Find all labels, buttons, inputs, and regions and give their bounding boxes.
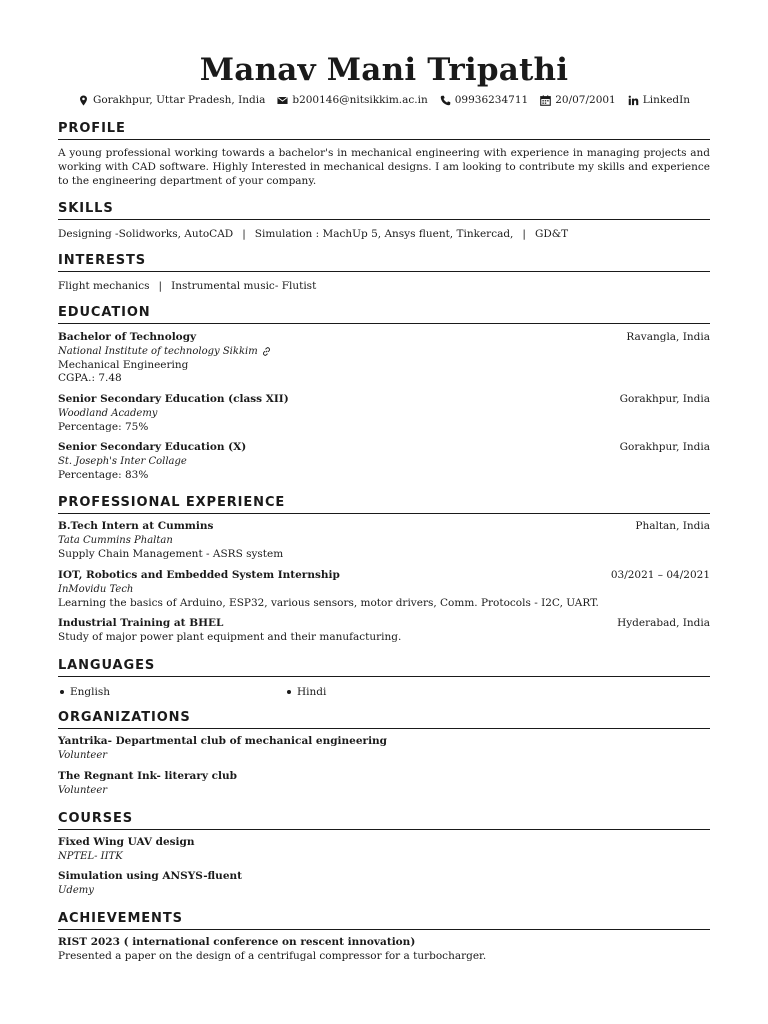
phone-icon <box>440 95 451 106</box>
institution-name: National Institute of technology Sikkim <box>58 345 258 357</box>
candidate-name: Manav Mani Tripathi <box>199 52 569 88</box>
calendar-icon <box>540 95 551 106</box>
skills-section <box>58 200 710 241</box>
entry-location: Hyderabad, India <box>617 617 710 629</box>
achievements-section <box>58 910 710 930</box>
entry-title: IOT, Robotics and Embedded System Internship <box>58 569 340 581</box>
separator: | <box>158 280 163 292</box>
entry-location: Gorakhpur, India <box>619 441 710 453</box>
location-text: Gorakhpur, Uttar Pradesh, India <box>92 94 266 106</box>
entry-title: Industrial Training at BHEL <box>58 617 224 629</box>
skills-heading: SKILLS <box>58 200 710 220</box>
entry-description: Study of major power plant equipment and their manufacturing. <box>58 630 402 643</box>
contact-email[interactable] <box>277 92 427 108</box>
entry-provider: NPTEL- IITK <box>58 850 123 862</box>
language-name: English <box>70 686 111 698</box>
profile-text: A young professional working towards a bachelor's in mechanical engineering with experience in managing projects and working with CAD software. Highly Interested in mechanical designs. I am looking to contribute my skills and experience to the engineering department of your company. <box>58 147 710 187</box>
skill-item: GD&T <box>534 228 569 240</box>
entry-description: Presented a paper on the design of a centrifugal compressor for a turbocharger. <box>58 949 487 962</box>
achievements-heading: ACHIEVEMENTS <box>58 910 710 930</box>
bullet-icon <box>287 690 291 694</box>
contact-bar <box>58 92 710 108</box>
entry-line: Percentage: 75% <box>58 420 149 433</box>
language-name: Hindi <box>297 686 327 698</box>
courses-heading: COURSES <box>58 810 710 830</box>
course-entry <box>58 836 710 864</box>
phone-text[interactable]: 09936234711 <box>454 94 529 106</box>
education-entry <box>58 331 710 386</box>
interest-item: Instrumental music- Flutist <box>171 280 317 292</box>
entry-location: Phaltan, India <box>635 520 710 532</box>
entry-description: Supply Chain Management - ASRS system <box>58 547 284 560</box>
entry-title: Simulation using ANSYS-fluent <box>58 870 242 882</box>
organizations-section <box>58 709 710 729</box>
entry-title: Senior Secondary Education (X) <box>58 441 247 453</box>
experience-entry <box>58 617 710 645</box>
entry-role: Volunteer <box>58 749 108 761</box>
skills-list <box>58 227 710 241</box>
email-link[interactable]: b200146@nitsikkim.ac.in <box>292 94 428 106</box>
dob-text: 20/07/2001 <box>555 94 616 106</box>
entry-institution <box>58 345 710 359</box>
course-entry <box>58 870 710 898</box>
skill-item: Simulation : MachUp 5, Ansys fluent, Tinkercad, <box>254 228 514 240</box>
organization-entry <box>58 770 710 798</box>
education-section <box>58 304 710 324</box>
entry-org: InMovidu Tech <box>58 583 134 595</box>
skill-item: Designing -Solidworks, AutoCAD <box>58 228 234 240</box>
entry-title: B.Tech Intern at Cummins <box>58 520 214 532</box>
entry-org: Tata Cummins Phaltan <box>58 534 173 546</box>
experience-heading: PROFESSIONAL EXPERIENCE <box>58 494 710 514</box>
contact-linkedin[interactable] <box>628 92 690 108</box>
entry-location: Gorakhpur, India <box>619 393 710 405</box>
bullet-icon <box>60 690 64 694</box>
separator: | <box>242 228 246 240</box>
courses-section <box>58 810 710 830</box>
entry-role: Volunteer <box>58 784 108 796</box>
entry-title: Fixed Wing UAV design <box>58 836 195 848</box>
experience-entry <box>58 520 710 561</box>
language-item <box>285 685 512 699</box>
entry-line: Percentage: 83% <box>58 468 149 481</box>
linkedin-icon <box>628 95 639 106</box>
entry-title: Yantrika- Departmental club of mechanical engineering <box>58 735 388 747</box>
languages-list <box>58 685 710 699</box>
contact-location <box>78 92 265 108</box>
education-entry <box>58 393 710 434</box>
entry-title: RIST 2023 ( international conference on rescent innovation) <box>58 936 416 948</box>
entry-dates: 03/2021 – 04/2021 <box>610 569 710 581</box>
entry-location: Ravangla, India <box>626 331 710 343</box>
organizations-heading: ORGANIZATIONS <box>58 709 710 729</box>
entry-provider: Udemy <box>58 884 94 896</box>
linkedin-link[interactable]: LinkedIn <box>642 94 691 106</box>
experience-section <box>58 494 710 514</box>
experience-entry <box>58 569 710 610</box>
profile-section <box>58 120 710 188</box>
link-icon[interactable] <box>262 347 271 356</box>
entry-title: The Regnant Ink- literary club <box>58 770 238 782</box>
interests-list <box>58 279 710 293</box>
contact-phone[interactable] <box>440 92 529 108</box>
interests-section <box>58 252 710 293</box>
contact-dob <box>540 92 616 108</box>
education-heading: EDUCATION <box>58 304 710 324</box>
achievement-entry <box>58 936 710 964</box>
organization-entry <box>58 735 710 763</box>
entry-institution: Woodland Academy <box>58 407 158 419</box>
interest-item: Flight mechanics <box>58 280 150 292</box>
entry-description: Learning the basics of Arduino, ESP32, various sensors, motor drivers, Comm. Protocols - I2C, UART. <box>58 596 599 609</box>
languages-heading: LANGUAGES <box>58 657 710 677</box>
envelope-icon <box>277 95 288 106</box>
entry-institution: St. Joseph's Inter Collage <box>58 455 187 467</box>
separator: | <box>522 228 526 240</box>
entry-title: Senior Secondary Education (class XII) <box>58 393 289 405</box>
language-item <box>58 685 285 699</box>
languages-section <box>58 657 710 699</box>
entry-line: CGPA.: 7.48 <box>58 372 122 385</box>
education-entry <box>58 441 710 482</box>
profile-heading: PROFILE <box>58 120 710 140</box>
entry-line: Mechanical Engineering <box>58 358 189 371</box>
interests-heading: INTERESTS <box>58 252 710 272</box>
map-pin-icon <box>78 95 89 106</box>
entry-title: Bachelor of Technology <box>58 331 197 343</box>
